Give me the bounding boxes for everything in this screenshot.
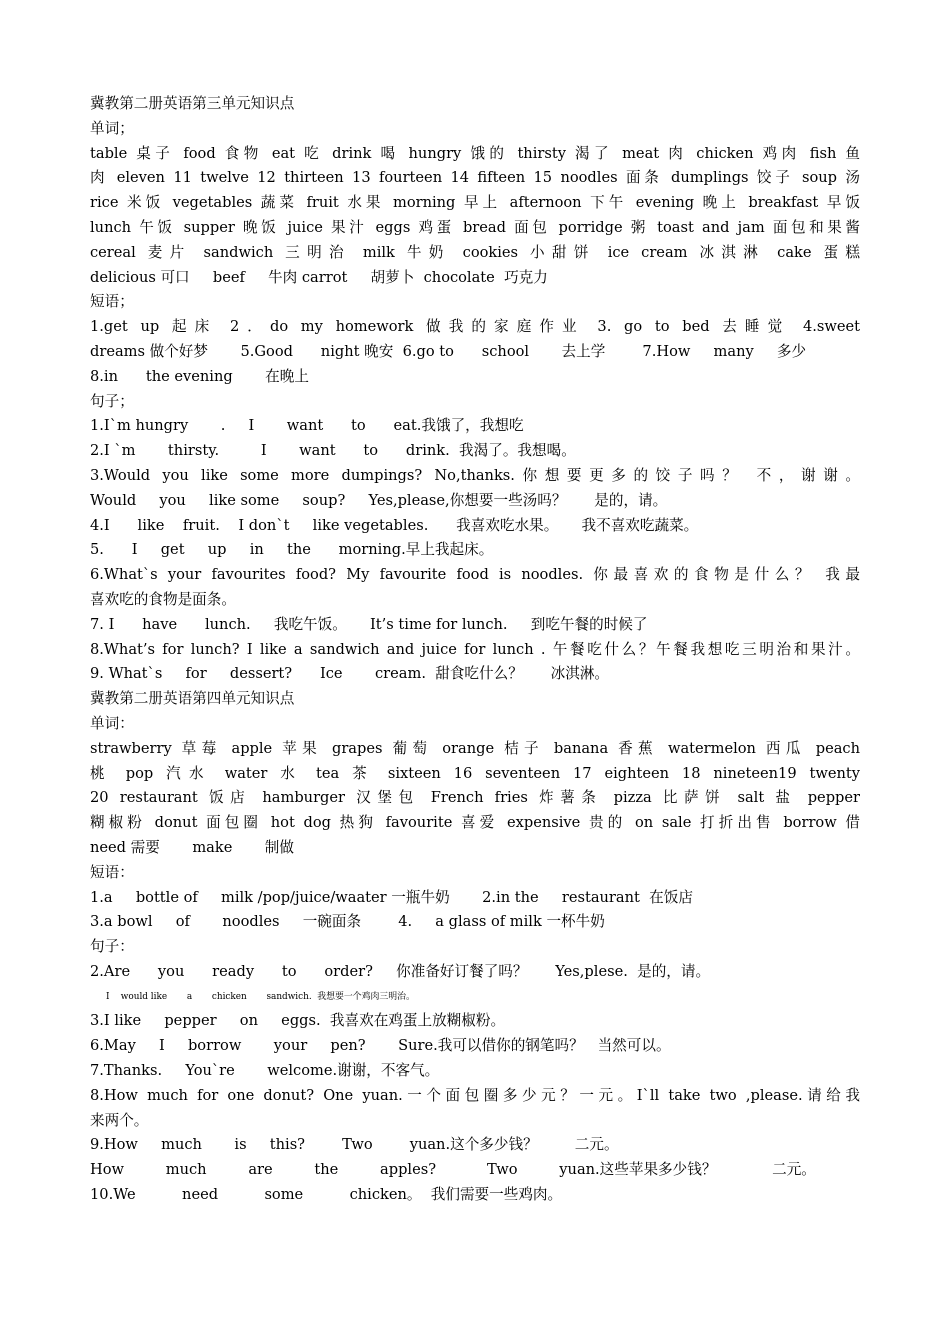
- text-line: table 桌子 food 食物 eat 吃 drink 喝 hungry 饿的 thirsty 渴了 meat 肉 chicken 鸡肉 fish 鱼: [90, 144, 860, 162]
- text-line: lunch 午饭 supper 晚饭 juice 果汁 eggs 鸡蛋 bread 面包 porridge 粥 toast and jam 面包和果酱: [90, 218, 860, 236]
- text-line: 20 restaurant 饭店 hamburger 汉堡包 French fries 炸薯条 pizza 比萨饼 salt 盐 pepper: [90, 789, 860, 807]
- text-line: delicious 可口 beef 牛肉 carrot 胡萝卜 chocolate 巧克力: [90, 268, 548, 286]
- text-line: dreams 做个好梦 5.Good night 晚安 6.go to school 去上学 7.How many 多少: [90, 342, 807, 360]
- text-line: 5. I get up in the morning.早上我起床。: [90, 541, 494, 559]
- text-line: 6.May I borrow your pen? Sure.我可以借你的钢笔吗？ 当然可以。: [90, 1037, 671, 1055]
- text-line: 1.I`m hungry . I want to eat.我饿了，我想吃: [90, 417, 524, 435]
- text-line: 短语：: [90, 863, 134, 881]
- text-line: 1.a bottle of milk /pop/juice/waater 一瓶牛奶 2.in the restaurant 在饭店: [90, 888, 693, 906]
- text-line: 1.get up 起床 2．do my homework 做我的家庭作业 3. go to bed 去睡觉 4.sweet: [90, 318, 860, 336]
- text-line: 单词；: [90, 119, 134, 137]
- text-line: 冀教第二册英语第四单元知识点: [90, 690, 295, 708]
- text-line: 糊椒粉 donut 面包圈 hot dog 热狗 favourite 喜爱 expensive 贵的 on sale 打折出售 borrow 借: [90, 814, 860, 832]
- text-line: strawberry 草莓 apple 苹果 grapes 葡萄 orange 桔子 banana 香蕉 watermelon 西瓜 peach: [90, 739, 860, 757]
- text-line: 3.a bowl of noodles 一碗面条 4. a glass of milk 一杯牛奶: [90, 913, 605, 931]
- text-line: 句子：: [90, 938, 134, 956]
- text-line: 肉 eleven 11 twelve 12 thirteen 13 fourteen 14 fifteen 15 noodles 面条 dumplings 饺子 soup 汤: [90, 169, 860, 187]
- text-line: 7.Thanks. You`re welcome.谢谢，不客气。: [90, 1062, 440, 1080]
- text-line: 短语；: [90, 293, 134, 311]
- text-line: rice 米饭 vegetables 蔬菜 fruit 水果 morning 早上 afternoon 下午 evening 晚上 breakfast 早饭: [90, 194, 860, 212]
- text-line: How much are the apples? Two yuan.这些苹果多少钱？ 二元。: [90, 1161, 816, 1179]
- text-line: 喜欢吃的食物是面条。: [90, 590, 236, 608]
- text-line: 3.Would you like some more dumpings? No,thanks.你想要更多的饺子吗？ 不，谢谢。: [90, 466, 860, 484]
- text-line: 9.How much is this? Two yuan.这个多少钱？ 二元。: [90, 1136, 619, 1154]
- text-line: 来两个。: [90, 1111, 149, 1129]
- document-page: [90, 92, 860, 1208]
- text-line: 单词：: [90, 714, 134, 732]
- text-line: 3.I like pepper on eggs. 我喜欢在鸡蛋上放糊椒粉。: [90, 1012, 506, 1030]
- text-line: 6.What`s your favourites food? My favourite food is noodles. 你最喜欢的食物是什么？ 我最: [90, 566, 860, 584]
- text-line: 4.I like fruit. I don`t like vegetables. 我喜欢吃水果。 我不喜欢吃蔬菜。: [90, 516, 699, 534]
- text-line: 7. I have lunch. 我吃午饭。 It’s time for lunch. 到吃午餐的时候了: [90, 615, 648, 633]
- text-line: 冀教第二册英语第三单元知识点: [90, 95, 295, 112]
- text-line: 9. What`s for dessert? Ice cream. 甜食吃什么？ 冰淇淋。: [90, 665, 610, 683]
- text-line: 8.How much for one donut? One yuan.一个面包圈多少元？一元。I`ll take two ,please.请给我: [90, 1086, 860, 1104]
- text-line: 8.What’s for lunch? I like a sandwich and juice for lunch . 午餐吃什么？午餐我想吃三明治和果汁。: [90, 640, 860, 658]
- text-line: 句子；: [90, 392, 134, 410]
- text-line: 10.We need some chicken。 我们需要一些鸡肉。: [90, 1186, 563, 1204]
- text-line: need 需要 make 制做: [90, 838, 294, 856]
- text-line: I would like a chicken sandwich. 我想要一个鸡肉三明治。: [106, 991, 415, 1002]
- text-line: cereal 麦片 sandwich 三明治 milk 牛奶 cookies 小甜饼 ice cream 冰淇淋 cake 蛋糕: [90, 243, 860, 261]
- text-line: 2.Are you ready to order? 你准备好订餐了吗？ Yes,plese. 是的，请。: [90, 962, 711, 980]
- text-line: 桃 pop 汽水 water 水 tea 茶 sixteen 16 seventeen 17 eighteen 18 nineteen19 twenty: [90, 764, 860, 782]
- text-line: 8.in the evening 在晚上: [90, 367, 309, 385]
- text-line: 2.I `m thirsty. I want to drink. 我渴了。我想喝。: [90, 442, 576, 460]
- text-line: Would you like some soup? Yes,please,你想要一些汤吗？ 是的，请。: [90, 491, 668, 509]
